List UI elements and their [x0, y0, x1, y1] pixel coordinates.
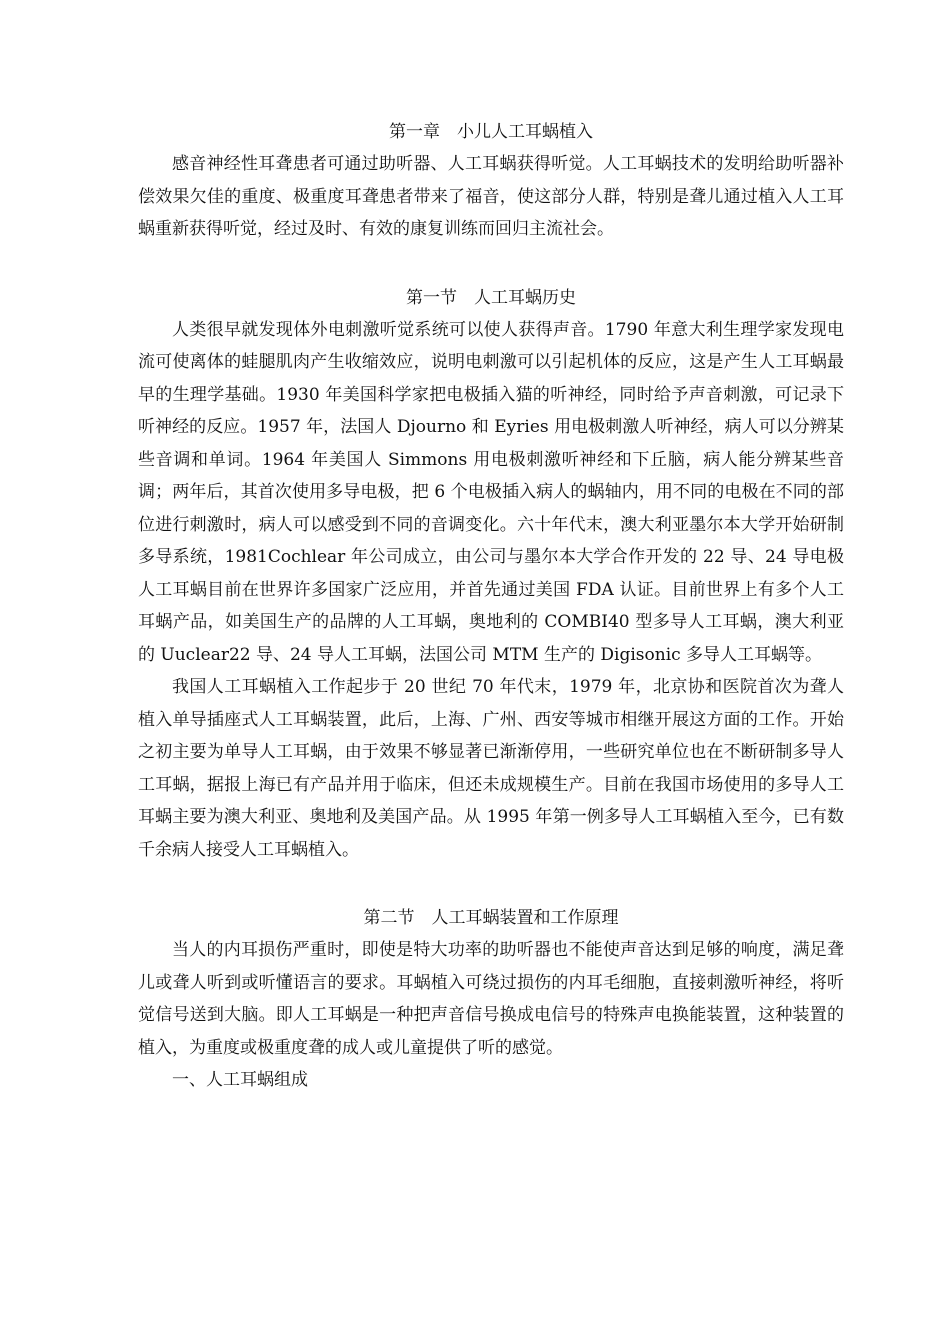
section-1-paragraph-1: 人类很早就发现体外电刺激听觉系统可以使人获得声音。1790 年意大利生理学家发现电流可使离体的蛙腿肌肉产生收缩效应，说明电刺激可以引起机体的反应，这是产生人工耳蜗最早的生理学基础。1930 年美国科学家把电极插入猫的听神经，同时给予声音刺激，可记录下听神经的反应。1957 年，法国人 Djourno 和 Eyries 用电极刺激人听神经，病人可以分辨某些音调和单词。1964 年美国人 Simmons 用电极刺激听神经和下丘脑，病人能分辨某些音调；两年后，其首次使用多导电极，把 6 个电极插入病人的蜗轴内，用不同的电极在不同的部位进行刺激时，病人可以感受到不同的音调变化。六十年代末，澳大利亚墨尔本大学开始研制多导系统，1981Cochlear 年公司成立，由公司与墨尔本大学合作开发的 22 导、24 导电极人工耳蜗目前在世界许多国家广泛应用，并首先通过美国 FDA 认证。目前世界上有多个人工耳蜗产品，如美国生产的品牌的人工耳蜗，奥地利的 COMBI40 型多导人工耳蜗，澳大利亚的 Uuclear22 导、24 导人工耳蜗，法国公司 MTM 生产的 Digisonic 多导人工耳蜗等。 — [138, 319, 844, 665]
section-2-paragraph-1: 当人的内耳损伤严重时，即使是特大功率的助听器也不能使声音达到足够的响度，满足聋儿或聋人听到或听懂语言的要求。耳蜗植入可绕过损伤的内耳毛细胞，直接刺激听神经，将听觉信号送到大脑。即人工耳蜗是一种把声音信号换成电信号的特殊声电换能装置，这种装置的植入，为重度或极重度聋的成人或儿童提供了听的感觉。 — [138, 940, 844, 1058]
document-page — [138, 116, 844, 1097]
section-1-title: 第一节 人工耳蜗历史 — [406, 287, 576, 308]
chapter-intro-paragraph: 感音神经性耳聋患者可通过助听器、人工耳蜗获得听觉。人工耳蜗技术的发明给助听器补偿效果欠佳的重度、极重度耳聋患者带来了福音，使这部分人群，特别是聋儿通过植入人工耳蜗重新获得听觉，经过及时、有效的康复训练而回归主流社会。 — [138, 154, 844, 239]
section-1-paragraph-2: 我国人工耳蜗植入工作起步于 20 世纪 70 年代末，1979 年，北京协和医院首次为聋人植入单导插座式人工耳蜗装置，此后，上海、广州、西安等城市相继开展这方面的工作。开始之初主要为单导人工耳蜗，由于效果不够显著已渐渐停用，一些研究单位也在不断研制多导人工耳蜗，据报上海已有产品并用于临床，但还未成规模生产。目前在我国市场使用的多导人工耳蜗主要为澳大利亚、奥地利及美国产品。从 1995 年第一例多导人工耳蜗植入至今，已有数千余病人接受人工耳蜗植入。 — [138, 677, 844, 860]
chapter-title: 第一章 小儿人工耳蜗植入 — [389, 122, 593, 142]
section-2-subheading: 一、人工耳蜗组成 — [172, 1070, 308, 1090]
section-2-title: 第二节 人工耳蜗装置和工作原理 — [363, 908, 619, 928]
